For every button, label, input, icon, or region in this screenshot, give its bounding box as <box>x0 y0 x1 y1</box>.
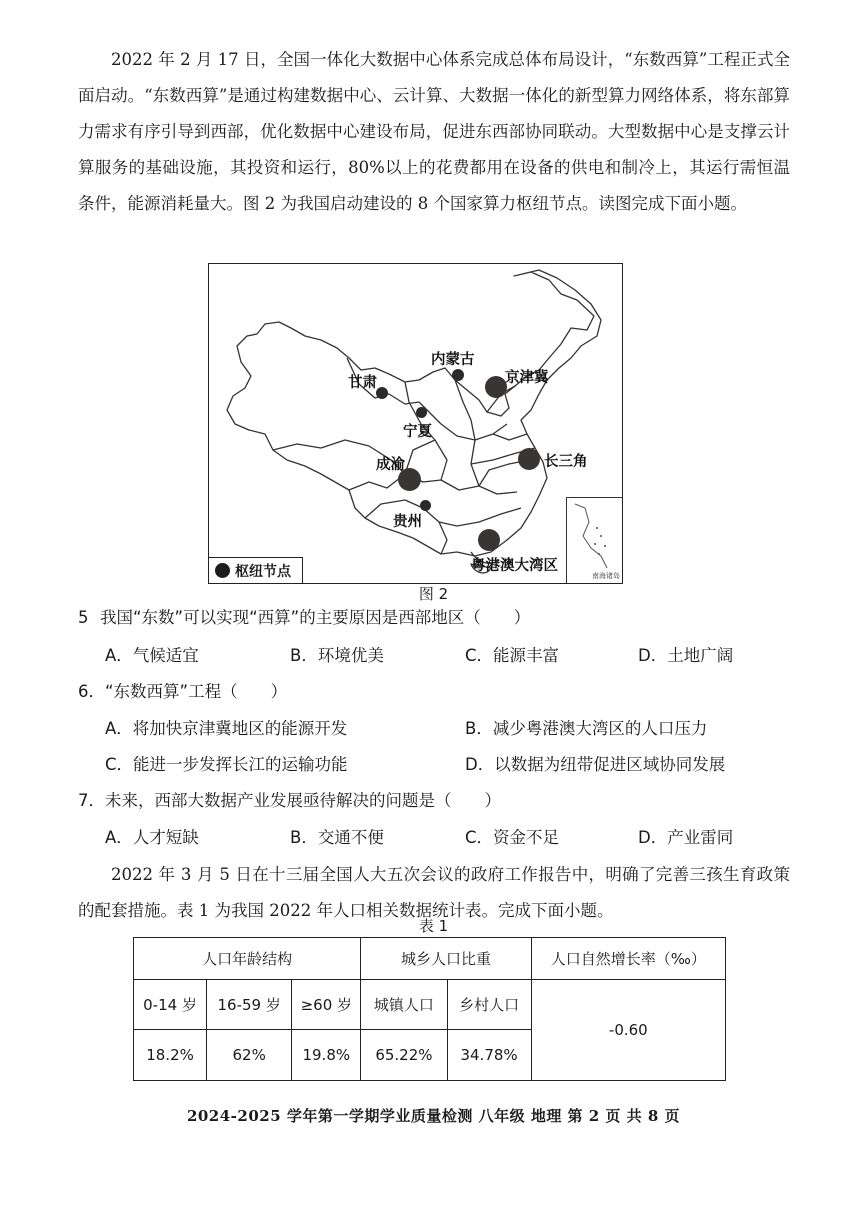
node-neimenggu <box>452 369 464 381</box>
q6-option-b[interactable]: B．减少粤港澳大湾区的人口压力 <box>465 719 708 738</box>
value-60-plus: 19.8% <box>292 1030 361 1081</box>
subheader-16-59: 16-59 岁 <box>207 980 292 1030</box>
question-7-stem: 7．未来，西部大数据产业发展亟待解决的问题是（ ） <box>78 791 501 810</box>
subheader-60-plus: ≥60 岁 <box>292 980 361 1030</box>
subheader-rural: 乡村人口 <box>447 980 531 1030</box>
header-urban-rural: 城乡人口比重 <box>361 938 531 980</box>
table-subheader-row <box>134 980 726 1030</box>
intro-text: 2022 年 2 月 17 日，全国一体化大数据中心体系完成总体布局设计，“东数西算”工程正式全面启动。“东数西算”是通过构建数据中心、云计算、大数据一体化的新型算力网络体系，将东部算力需求有序引导到西部，优化数据中心建设布局，促进东西部协同联动。大型数据中心是支撑云计算服务的基础设施，其投资和运行，80%以上的花费都用在设备的供电和制冷上，其运行需恒温条件，能源消耗量大。图 2 为我国启动建设的 8 个国家算力枢纽节点。读图完成下面小题。 <box>78 50 790 213</box>
value-urban: 65.22% <box>361 1030 447 1081</box>
node-gansu <box>376 387 388 399</box>
figure-caption: 图 2 <box>418 585 449 603</box>
value-0-14: 18.2% <box>134 1030 207 1081</box>
question-5-number: 5 <box>78 608 89 627</box>
label-jingjinji: 京津冀 <box>505 370 549 386</box>
label-ningxia: 宁夏 <box>403 424 432 440</box>
subheader-urban: 城镇人口 <box>361 980 447 1030</box>
q6-option-a[interactable]: A．将加快京津冀地区的能源开发 <box>105 719 348 738</box>
table-header-row <box>134 938 726 980</box>
table-title: 表 1 <box>418 917 449 935</box>
q7-option-d[interactable]: D．产业雷同 <box>638 828 734 847</box>
q7-option-b[interactable]: B．交通不便 <box>290 828 384 847</box>
q7-option-a[interactable]: A．人才短缺 <box>105 828 199 847</box>
label-changsanjiao: 长三角 <box>544 454 588 470</box>
header-growth-rate: 人口自然增长率（‰） <box>531 938 725 980</box>
q5-option-b[interactable]: B．环境优美 <box>290 646 384 665</box>
value-16-59: 62% <box>207 1030 292 1081</box>
page-footer: 2024-2025 学年第一学期学业质量检测 八年级 地理 第 2 页 共 8 页 <box>186 1107 681 1125</box>
q5-option-d[interactable]: D．土地广阔 <box>638 646 734 665</box>
legend-label: 枢纽节点 <box>235 563 291 580</box>
inset-label: 南海诸岛 <box>592 572 620 580</box>
subheader-0-14: 0-14 岁 <box>134 980 207 1030</box>
question-5-stem: 5 我国“东数”可以实现“西算”的主要原因是西部地区（ ） <box>78 608 531 627</box>
label-chengyu: 成渝 <box>376 457 405 473</box>
q6-option-d[interactable]: D．以数据为纽带促进区域协同发展 <box>465 755 726 774</box>
south-china-sea-inset <box>566 497 622 583</box>
label-guizhou: 贵州 <box>393 514 422 530</box>
intro-paragraph <box>78 42 790 222</box>
growth-rate-value: -0.60 <box>531 980 725 1081</box>
node-changsanjiao <box>518 448 540 470</box>
header-age-structure: 人口年龄结构 <box>134 938 361 980</box>
label-neimenggu: 内蒙古 <box>431 352 475 368</box>
label-yuegangao: 粤港澳大湾区 <box>471 558 558 574</box>
q5-option-c[interactable]: C．能源丰富 <box>465 646 560 665</box>
q5-option-a[interactable]: A．气候适宜 <box>105 646 199 665</box>
q6-option-c[interactable]: C．能进一步发挥长江的运输功能 <box>105 755 348 774</box>
legend-dot-icon <box>215 563 230 578</box>
value-rural: 34.78% <box>447 1030 531 1081</box>
label-gansu: 甘肃 <box>348 375 377 391</box>
question-6-stem: 6．“东数西算”工程（ ） <box>78 682 288 701</box>
q7-option-c[interactable]: C．资金不足 <box>465 828 560 847</box>
node-jingjinji <box>485 376 507 398</box>
china-map-figure <box>208 263 623 584</box>
map-legend <box>209 557 303 583</box>
intro2-text: 2022 年 3 月 5 日在十三届全国人大五次会议的政府工作报告中，明确了完善三孩生育政策的配套措施。表 1 为我国 2022 年人口相关数据统计表。完成下面小题。 <box>78 865 790 920</box>
node-ningxia <box>416 407 427 418</box>
node-yuegangao <box>478 529 500 551</box>
population-table <box>133 937 726 1081</box>
